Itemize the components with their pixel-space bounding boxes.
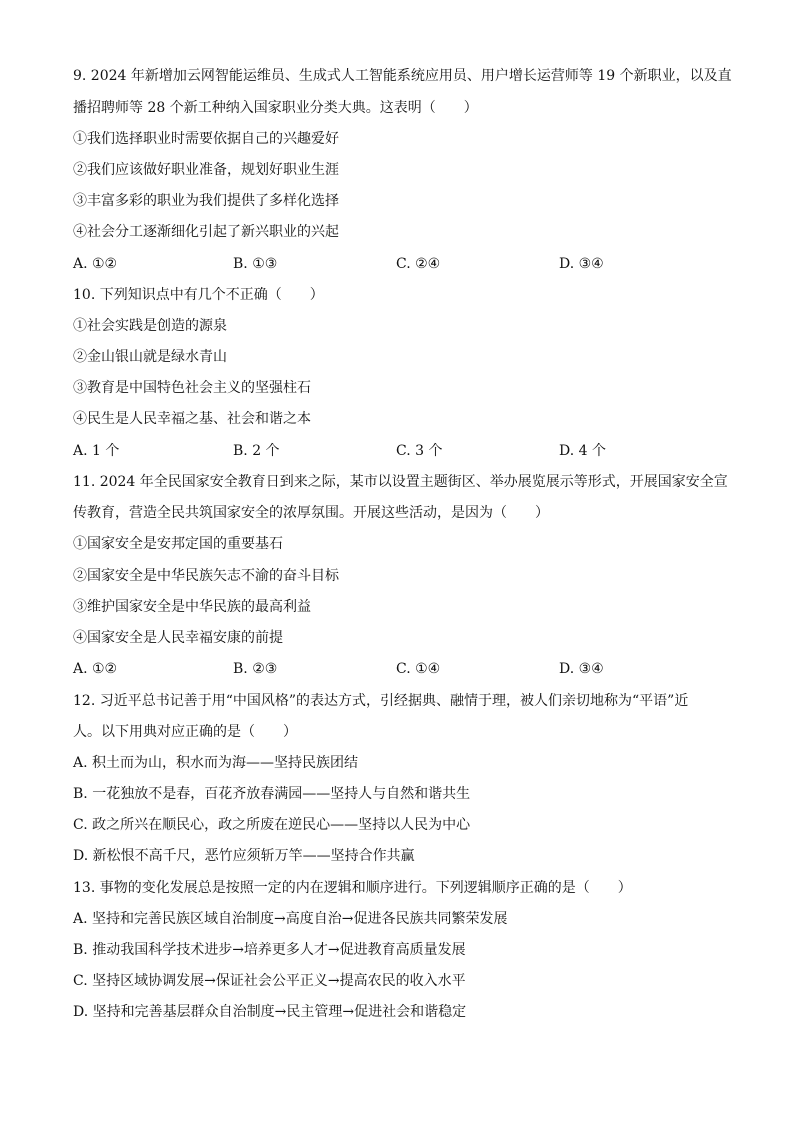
question-10-statement-1: ①社会实践是创造的源泉 — [73, 318, 227, 334]
question-11-statement-3: ③维护国家安全是中华民族的最高利益 — [73, 599, 311, 615]
option-a: A. ①② — [73, 256, 118, 272]
question-12-stem-line-2: 人。以下用典对应正确的是（ ） — [73, 724, 297, 740]
question-11-stem-line-2: 传教育，营造全民共筑国家安全的浓厚氛围。开展这些活动，是因为（ ） — [73, 505, 549, 521]
option-b: B. 2 个 — [233, 443, 280, 459]
option-c: C. ①④ — [396, 661, 441, 677]
question-13-choice-c: C. 坚持区域协调发展→保证社会公平正义→提高农民的收入水平 — [73, 973, 466, 989]
question-12-choice-a: A. 积土而为山，积水而为海——坚持民族团结 — [73, 755, 359, 771]
option-d: D. 4 个 — [559, 443, 606, 459]
question-10-statement-4: ④民生是人民幸福之基、社会和谐之本 — [73, 411, 311, 427]
option-d: D. ③④ — [559, 661, 604, 677]
question-13-stem: 13. 事物的变化发展总是按照一定的内在逻辑和顺序进行。下列逻辑顺序正确的是（ ） — [73, 880, 632, 896]
question-13-choice-d: D. 坚持和完善基层群众自治制度→民主管理→促进社会和谐稳定 — [73, 1004, 467, 1020]
question-11-statement-4: ④国家安全是人民幸福安康的前提 — [73, 630, 283, 646]
question-12-stem-line-1: 12. 习近平总书记善于用“中国风格”的表达方式，引经据典、融情于理，被人们亲切地称为“平语”近 — [73, 693, 689, 709]
question-12-choice-b: B. 一花独放不是春，百花齐放春满园——坚持人与自然和谐共生 — [73, 786, 471, 802]
option-d: D. ③④ — [559, 256, 604, 272]
question-9-statement-3: ③丰富多彩的职业为我们提供了多样化选择 — [73, 193, 339, 209]
question-13-choice-b: B. 推动我国科学技术进步→培养更多人才→促进教育高质量发展 — [73, 942, 466, 958]
question-9-statement-1: ①我们选择职业时需要依据自己的兴趣爱好 — [73, 131, 339, 147]
question-9-stem-line-1: 9. 2024 年新增加云网智能运维员、生成式人工智能系统应用员、用户增长运营师等 19 个新职业，以及直 — [73, 68, 732, 84]
option-c: C. 3 个 — [396, 443, 443, 459]
question-12-choice-c: C. 政之所兴在顺民心，政之所废在逆民心——坚持以人民为中心 — [73, 817, 471, 833]
question-9-stem-line-2: 播招聘师等 28 个新工种纳入国家职业分类大典。这表明（ ） — [73, 100, 478, 116]
question-11-options — [73, 660, 733, 678]
question-10-statement-2: ②金山银山就是绿水青山 — [73, 349, 227, 365]
question-11-statement-2: ②国家安全是中华民族矢志不渝的奋斗目标 — [73, 568, 339, 584]
question-10-stem: 10. 下列知识点中有几个不正确（ ） — [73, 287, 324, 303]
question-13-choice-a: A. 坚持和完善民族区域自治制度→高度自治→促进各民族共同繁荣发展 — [73, 911, 508, 927]
question-10-options — [73, 442, 733, 460]
question-9-statement-2: ②我们应该做好职业准备，规划好职业生涯 — [73, 162, 339, 178]
option-a: A. ①② — [73, 661, 118, 677]
question-11-statement-1: ①国家安全是安邦定国的重要基石 — [73, 536, 283, 552]
option-b: B. ①③ — [233, 256, 278, 272]
question-11-stem-line-1: 11. 2024 年全民国家安全教育日到来之际，某市以设置主题街区、举办展览展示等形式，开展国家安全宣 — [73, 474, 728, 490]
question-10-statement-3: ③教育是中国特色社会主义的坚强柱石 — [73, 380, 311, 396]
option-b: B. ②③ — [233, 661, 278, 677]
question-9-options — [73, 255, 733, 273]
question-9-statement-4: ④社会分工逐渐细化引起了新兴职业的兴起 — [73, 224, 339, 240]
option-a: A. 1 个 — [73, 443, 120, 459]
option-c: C. ②④ — [396, 256, 441, 272]
question-12-choice-d: D. 新松恨不高千尺，恶竹应须斩万竿——坚持合作共赢 — [73, 848, 415, 864]
